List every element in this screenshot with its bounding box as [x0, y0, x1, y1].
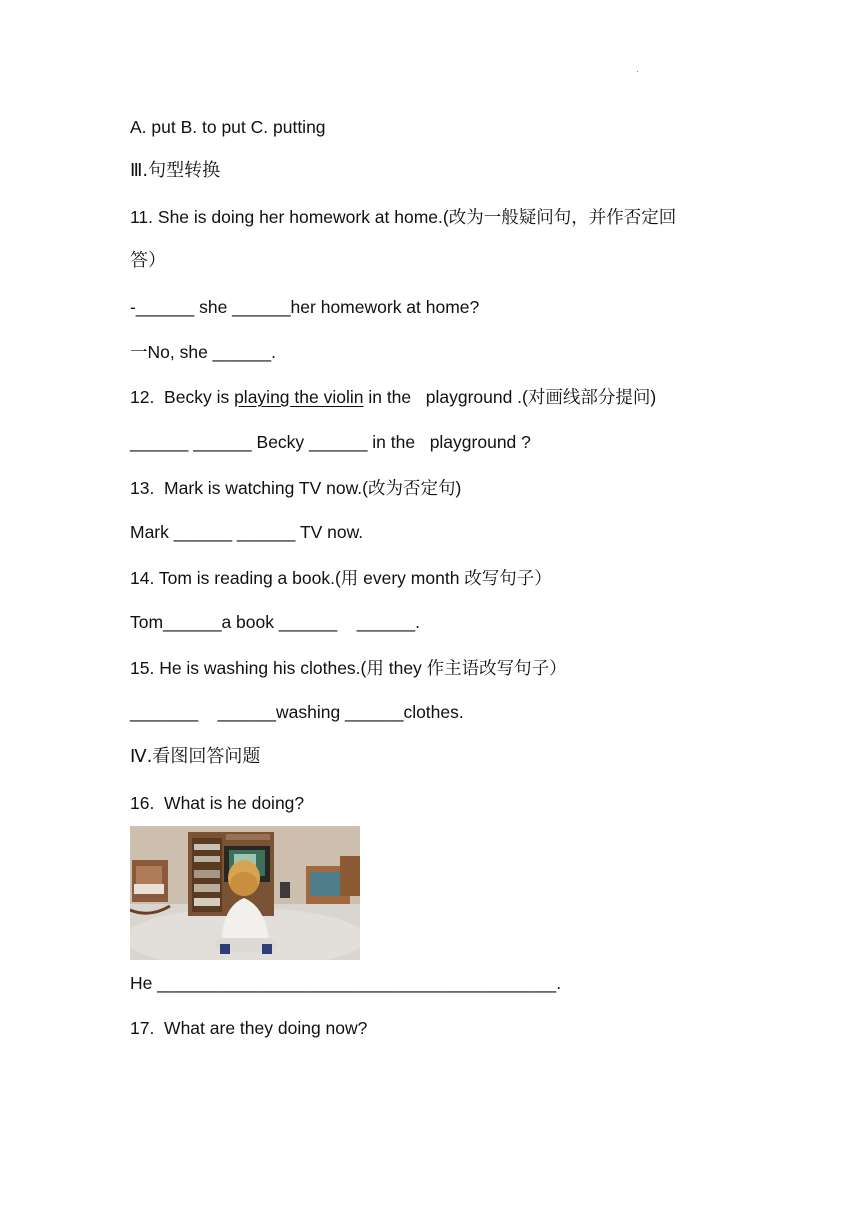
question-12-underlined: playing the violin	[234, 387, 364, 407]
answer-line-15: _______ ______washing ______clothes.	[130, 702, 464, 722]
question-15: 15. He is washing his clothes.(用 they 作主语改写句子）	[130, 658, 567, 678]
section-heading-iii: Ⅲ.句型转换	[130, 160, 221, 181]
answer-line-13: Mark ______ ______ TV now.	[130, 522, 364, 542]
option-line: A. put B. to put C. putting	[130, 117, 326, 137]
answer-line-11a: -______ she ______her homework at home?	[130, 297, 480, 317]
answer-line-12: ______ ______ Becky ______ in the playground ?	[130, 432, 531, 452]
question-11: 11. She is doing her homework at home.(改为一般疑问句，并作否定回	[130, 207, 677, 227]
answer-line-14: Tom______a book ______ ______.	[130, 612, 420, 632]
question-12	[130, 385, 656, 409]
question-13: 13. Mark is watching TV now.(改为否定句)	[130, 478, 462, 498]
header-mark: ·	[636, 66, 639, 76]
question-16: 16. What is he doing?	[130, 793, 305, 813]
answer-line-16: He _________________________________________.	[130, 973, 562, 993]
question-12-prefix: 12. Becky is	[130, 387, 235, 407]
question-14: 14. Tom is reading a book.(用 every month 改写句子）	[130, 568, 552, 588]
answer-line-11b: 一No, she ______.	[130, 342, 276, 362]
question-12-suffix: in the playground .(对画线部分提问)	[363, 387, 657, 407]
question-17: 17. What are they doing now?	[130, 1018, 368, 1038]
question-11-continued: 答）	[130, 250, 166, 271]
section-heading-iv: Ⅳ.看图回答问题	[130, 746, 261, 767]
child-watching-tv-photo	[130, 826, 360, 960]
